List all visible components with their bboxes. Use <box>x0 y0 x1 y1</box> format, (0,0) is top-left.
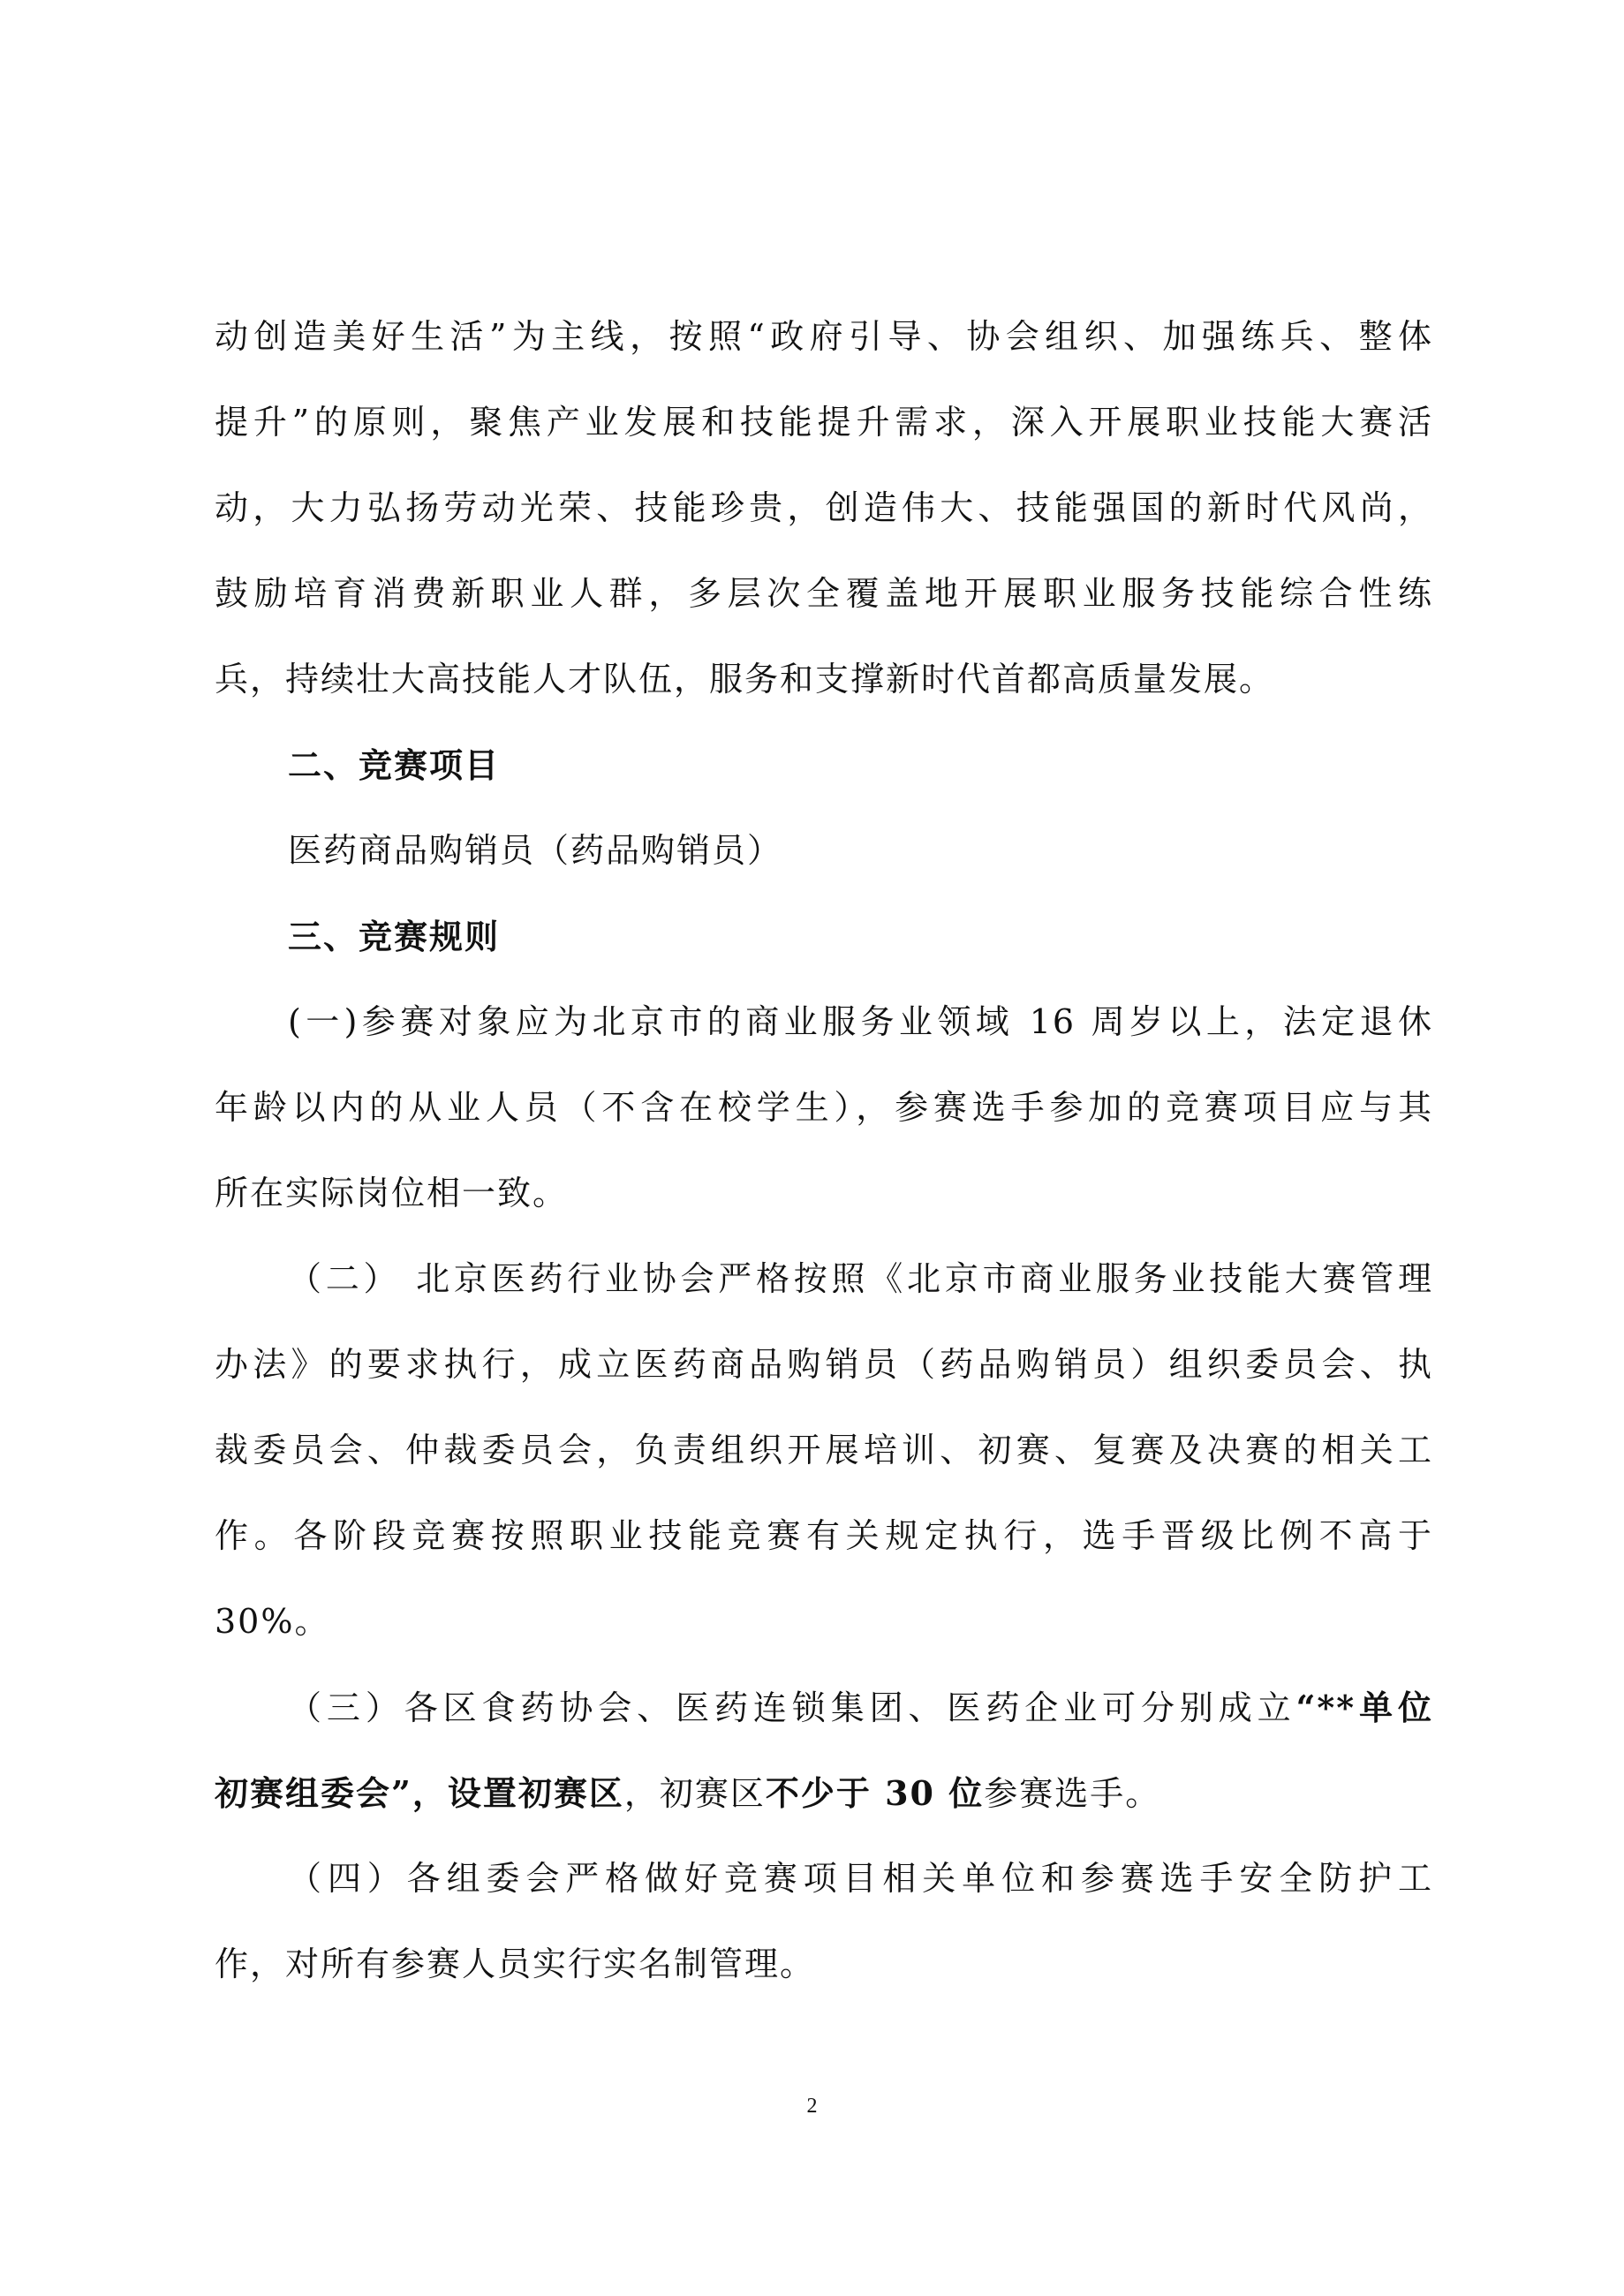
rule-3-bold-text: 不少于 30 位 <box>765 1773 985 1813</box>
rule-3-text: （三）各区食药协会、医药连锁集团、医药企业可分别成立 <box>288 1688 1296 1727</box>
rule-2-line: （二） 北京医药行业协会严格按照《北京市商业服务业技能大赛管理 <box>288 1259 1433 1298</box>
document-body <box>215 294 1433 2007</box>
paragraph-line: 兵，持续壮大高技能人才队伍，服务和支撑新时代首都高质量发展。 <box>215 660 1275 699</box>
rule-2-line: 办法》的要求执行，成立医药商品购销员（药品购销员）组织委员会、执 <box>215 1345 1433 1384</box>
rule-1-line: (一)参赛对象应为北京市的商业服务业领域 16 周岁以上，法定退休 <box>288 1002 1433 1041</box>
rule-4-line: （四）各组委会严格做好竞赛项目相关单位和参赛选手安全防护工 <box>288 1859 1433 1898</box>
rule-1-line: 年龄以内的从业人员（不含在校学生），参赛选手参加的竞赛项目应与其 <box>215 1088 1433 1127</box>
rule-3-bold-text: 初赛组委会”，设置初赛区 <box>215 1773 624 1813</box>
rule-3-bold-text: “**单位 <box>1295 1688 1433 1727</box>
rule-3-text: ，初赛区 <box>623 1774 766 1813</box>
rule-2-line: 30%。 <box>215 1602 330 1641</box>
rule-3-line <box>215 1750 1433 1836</box>
section-heading-competition-rules: 三、竞赛规则 <box>288 917 501 956</box>
rule-3-line <box>215 1665 1433 1750</box>
paragraph-line: 提升”的原则，聚焦产业发展和技能提升需求，深入开展职业技能大赛活 <box>215 403 1433 442</box>
paragraph-line: 动，大力弘扬劳动光荣、技能珍贵，创造伟大、技能强国的新时代风尚， <box>215 488 1433 527</box>
rule-1-line: 所在实际岗位相一致。 <box>215 1174 569 1212</box>
paragraph-line: 鼓励培育消费新职业人群，多层次全覆盖地开展职业服务技能综合性练 <box>215 574 1433 613</box>
rule-4-line: 作，对所有参赛人员实行实名制管理。 <box>215 1945 816 1983</box>
rule-3-text: 参赛选手。 <box>984 1774 1161 1813</box>
competition-project-name: 医药商品购销员（药品购销员） <box>288 831 783 870</box>
page-number: 2 <box>806 2095 818 2118</box>
paragraph-line: 动创造美好生活”为主线，按照“政府引导、协会组织、加强练兵、整体 <box>215 317 1433 356</box>
rule-2-line: 作。各阶段竞赛按照职业技能竞赛有关规定执行，选手晋级比例不高于 <box>215 1516 1433 1555</box>
rule-2-line: 裁委员会、仲裁委员会，负责组织开展培训、初赛、复赛及决赛的相关工 <box>215 1431 1433 1469</box>
section-heading-competition-project: 二、竞赛项目 <box>288 745 501 785</box>
